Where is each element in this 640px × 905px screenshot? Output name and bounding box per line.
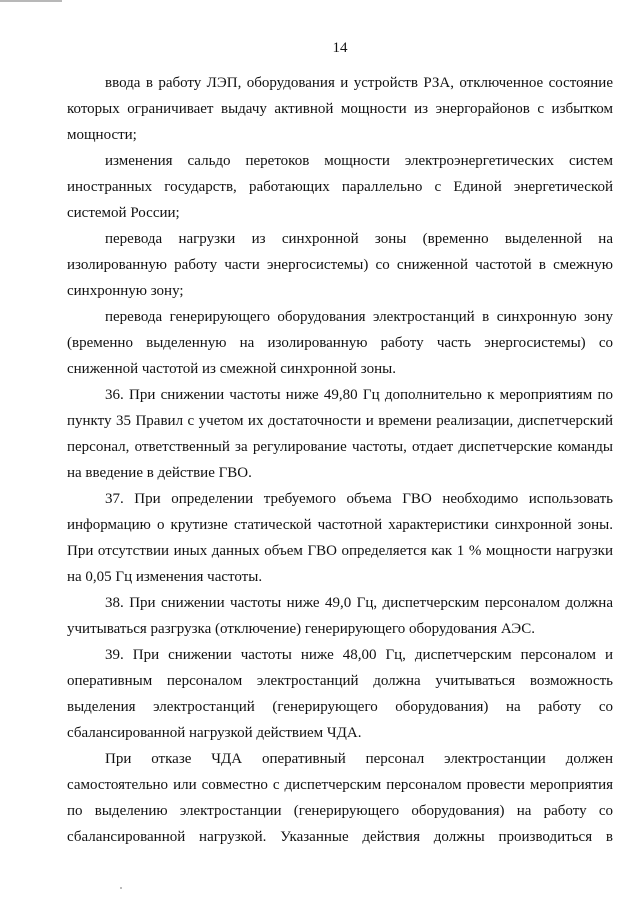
paragraph-clause-38: 38. При снижении частоты ниже 49,0 Гц, диспетчерским персоналом должна учитываться разгрузка (отключение) генерирующего оборудования АЭС. — [67, 595, 613, 637]
document-body — [67, 70, 613, 850]
paragraph-continuation: ввода в работу ЛЭП, оборудования и устройств РЗА, отключенное состояние которых ограничивает выдачу активной мощности из энергорайонов с избытком мощности; — [67, 75, 613, 143]
paragraph-clause-36: 36. При снижении частоты ниже 49,80 Гц дополнительно к мероприятиям по пункту 35 Правил с учетом их достаточности и времени реализации, диспетчерский персонал, ответственный за регулирование частоты, отдает диспетчерские команды на введение в действие ГВО. — [67, 387, 613, 481]
page-number: 14 — [332, 40, 348, 56]
scan-dust-mark — [120, 887, 122, 889]
paragraph-clause-39: 39. При снижении частоты ниже 48,00 Гц, диспетчерским персоналом и оперативным персоналом электростанций должна учитываться возможность выделения электростанций (генерирующего оборудования) на работу со сбалансированной нагрузкой действием ЧДА. — [67, 647, 613, 741]
paragraph-cda-failure: При отказе ЧДА оперативный персонал электростанции должен самостоятельно или совместно с диспетчерским персоналом провести мероприятия по выделению электростанции (генерирующего оборудования) на работу со сбалансированной нагрузкой. Указанные действия должны производиться в — [67, 751, 613, 845]
scan-edge-mark — [0, 0, 62, 2]
paragraph-list-item: перевода генерирующего оборудования электростанций в синхронную зону (временно выделенную на изолированную работу часть энергосистемы) со сниженной частотой из смежной синхронной зоны. — [67, 309, 613, 377]
paragraph-list-item: изменения сальдо перетоков мощности электроэнергетических систем иностранных государств, работающих параллельно с Единой энергетической системой России; — [67, 153, 613, 221]
paragraph-list-item: перевода нагрузки из синхронной зоны (временно выделенной на изолированную работу части энергосистемы) со сниженной частотой в смежную синхронную зону; — [67, 231, 613, 299]
paragraph-clause-37: 37. При определении требуемого объема ГВО необходимо использовать информацию о крутизне статической частотной характеристики синхронной зоны. При отсутствии иных данных объем ГВО определяется как 1 % мощности нагрузки на 0,05 Гц изменения частоты. — [67, 491, 613, 585]
